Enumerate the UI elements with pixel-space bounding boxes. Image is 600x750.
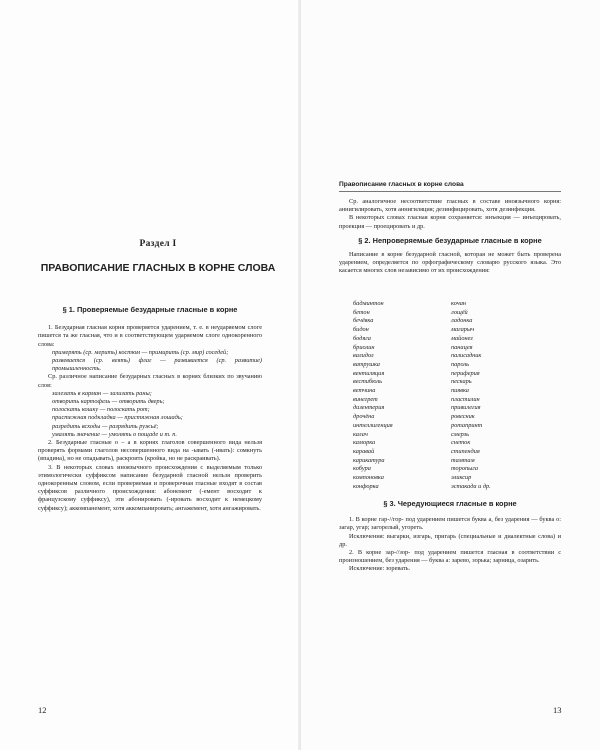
word-item: карикатура — [353, 456, 385, 464]
word-item: привилегия — [451, 404, 481, 412]
word-list-column-2 — [451, 300, 491, 491]
word-item: панацея — [451, 343, 473, 351]
word-item: лощёй — [451, 308, 468, 316]
word-item: бечёвка — [353, 317, 374, 325]
word-item: конфорка — [353, 482, 379, 490]
word-item: кочан — [451, 300, 466, 307]
word-item: каморка — [353, 439, 376, 447]
paragraph: В некоторых словах гласная корня сохраняется: инъекция — инъецировать, проекция — проецировать и др. — [339, 214, 561, 230]
paragraph: Исключения: выгарки, изгарь, пригарь (специальные и диалектные слова) и др. — [339, 532, 561, 548]
word-item: дрочёна — [353, 413, 375, 421]
example-line: разредить всходы — разрядить ружьё; — [52, 422, 159, 430]
word-item: винегрет — [353, 395, 378, 403]
right-page — [301, 0, 600, 750]
paragraph: 1. В корне гар-//гор- под ударением пишется буква а, без ударения — буква о: загар, угар; загорелый, угореть. — [339, 516, 561, 532]
running-head: Правописание гласных в корне слова — [339, 181, 464, 188]
word-item: пиявка — [451, 387, 469, 395]
word-item: бриолин — [353, 343, 375, 351]
paragraph: 2. Безударные гласные о – а в корнях глаголов совершенного вида нельзя проверять формами глаголов несовершенного вида на -ывать (-ивать): сомкнуть (впадина), но не опадывать), раскроить (кройка, но не раскраивать). — [38, 439, 262, 463]
word-item: вентиляция — [353, 369, 385, 377]
example-line: умалять значение — умолять о пощаде и т. п. — [52, 430, 177, 438]
example-line: развевается (ср. веять) флаг — развивается (ср. развитие) промышленность. — [52, 357, 262, 373]
word-item: калач — [353, 430, 368, 438]
word-item: ротапринт — [451, 421, 483, 429]
word-item: каравай — [353, 447, 375, 455]
word-item: бетон — [353, 308, 370, 316]
word-list-column-1 — [353, 300, 393, 491]
left-text-block — [38, 306, 262, 513]
paragraph: Ср. аналогичное несоответствие гласных в составе иноязычного корня: аннигилировать, хотя аннигиляция; дезинфицировать, хотя дезинфекция. — [339, 198, 561, 214]
word-item: периферия — [451, 369, 480, 377]
word-item: вестибюль — [353, 378, 382, 386]
example-line: полоскать кошку — полоскать рот; — [52, 406, 150, 414]
word-item: майонез — [451, 334, 473, 342]
word-item: смерзь — [451, 430, 469, 438]
section-1-heading: § 1. Проверяемые безударные гласные в корне — [62, 305, 238, 314]
example-line: отворить картофель — отворить дверь; — [52, 398, 165, 406]
word-item: торопыга — [451, 465, 479, 473]
left-page — [0, 0, 299, 750]
section-2-heading: § 2. Непроверяемые безударные гласные в корне — [358, 235, 542, 245]
word-item: ветчина — [353, 387, 376, 395]
page-number-right: 13 — [553, 705, 562, 715]
paragraph: Исключение: зоревать. — [349, 565, 411, 573]
word-item: бадминтон — [353, 300, 384, 307]
word-item: эстакада и др. — [451, 482, 491, 490]
word-item: ровесник — [451, 413, 475, 421]
word-item: бидон — [353, 326, 369, 334]
page-number-left: 12 — [38, 705, 47, 715]
word-item: палисадник — [451, 352, 482, 360]
paragraph: Написание в корне безударной гласной, которая не может быть проверена ударением, определяется по орфографическому словарю русского языка. Это касается многих слов независимо от их происхождения: — [339, 251, 561, 275]
section-3-heading: § 3. Чередующиеся гласные в корне — [383, 499, 517, 508]
word-item: интеллигенция — [353, 421, 393, 429]
example-line: примерять (ср. мерить) костюм — примирить (ср. мир) соседей; — [52, 348, 229, 356]
word-item: тамтам — [451, 456, 475, 464]
word-item: бодяга — [353, 334, 371, 342]
word-item: валидол — [353, 352, 374, 360]
right-top-block — [339, 198, 561, 276]
word-item: снеток — [451, 439, 471, 447]
word-item: магарыч — [451, 326, 475, 334]
paragraph: Ср. различное написание безударных гласных в корнях близких по звучанию слов: — [38, 373, 262, 389]
example-line: пристежная подкладка — пристяжная лошадь; — [52, 414, 183, 422]
word-item: ватрушка — [353, 360, 380, 368]
paragraph: 3. В некоторых словах иноязычного происхождения с выделяемым только этимологически суффиксом написание безударной гласной нельзя проверить однокоренным словом, если проверяемая и проверочная гласные входят в состав суффиксов различного происхождения: абонемент (-емент восходит к французскому суффиксу), эти абонировать (-ировать восходит к немецкому суффиксу); аккомпанемент, хотя аккомпанировать; ангажемент, хотя ангажировать. — [38, 463, 262, 512]
paragraph: 2. В корне зар-//зор- под ударением пишется гласная в соответствии с произношением, без ударения — буква а: зарево, зорька; зарница, озарить. — [339, 549, 561, 565]
word-item: пароль — [451, 360, 470, 368]
header-rule — [339, 191, 561, 192]
word-item: стипендия — [451, 447, 480, 455]
word-item: компоновка — [353, 474, 384, 482]
word-item: пластилин — [451, 395, 480, 403]
example-line: залезать в карман — зализать раны; — [52, 389, 152, 397]
word-item: кобура — [353, 465, 371, 473]
chapter-title: ПРАВОПИСАНИЕ ГЛАСНЫХ В КОРНЕ СЛОВА — [40, 262, 276, 274]
chapter-label: Раздел I — [139, 239, 177, 249]
word-item: ладонка — [451, 317, 473, 325]
word-item: пескарь — [451, 378, 472, 386]
word-item: эликсир — [451, 474, 472, 482]
right-bottom-block — [339, 500, 561, 574]
paragraph: 1. Безударная гласная корня проверяется ударением, т. е. в неударяемом слоге пишется та же гласная, что и в соответствующем ударяемом слоге однокоренного слова: — [38, 324, 262, 348]
word-item: дизентерия — [353, 404, 385, 412]
